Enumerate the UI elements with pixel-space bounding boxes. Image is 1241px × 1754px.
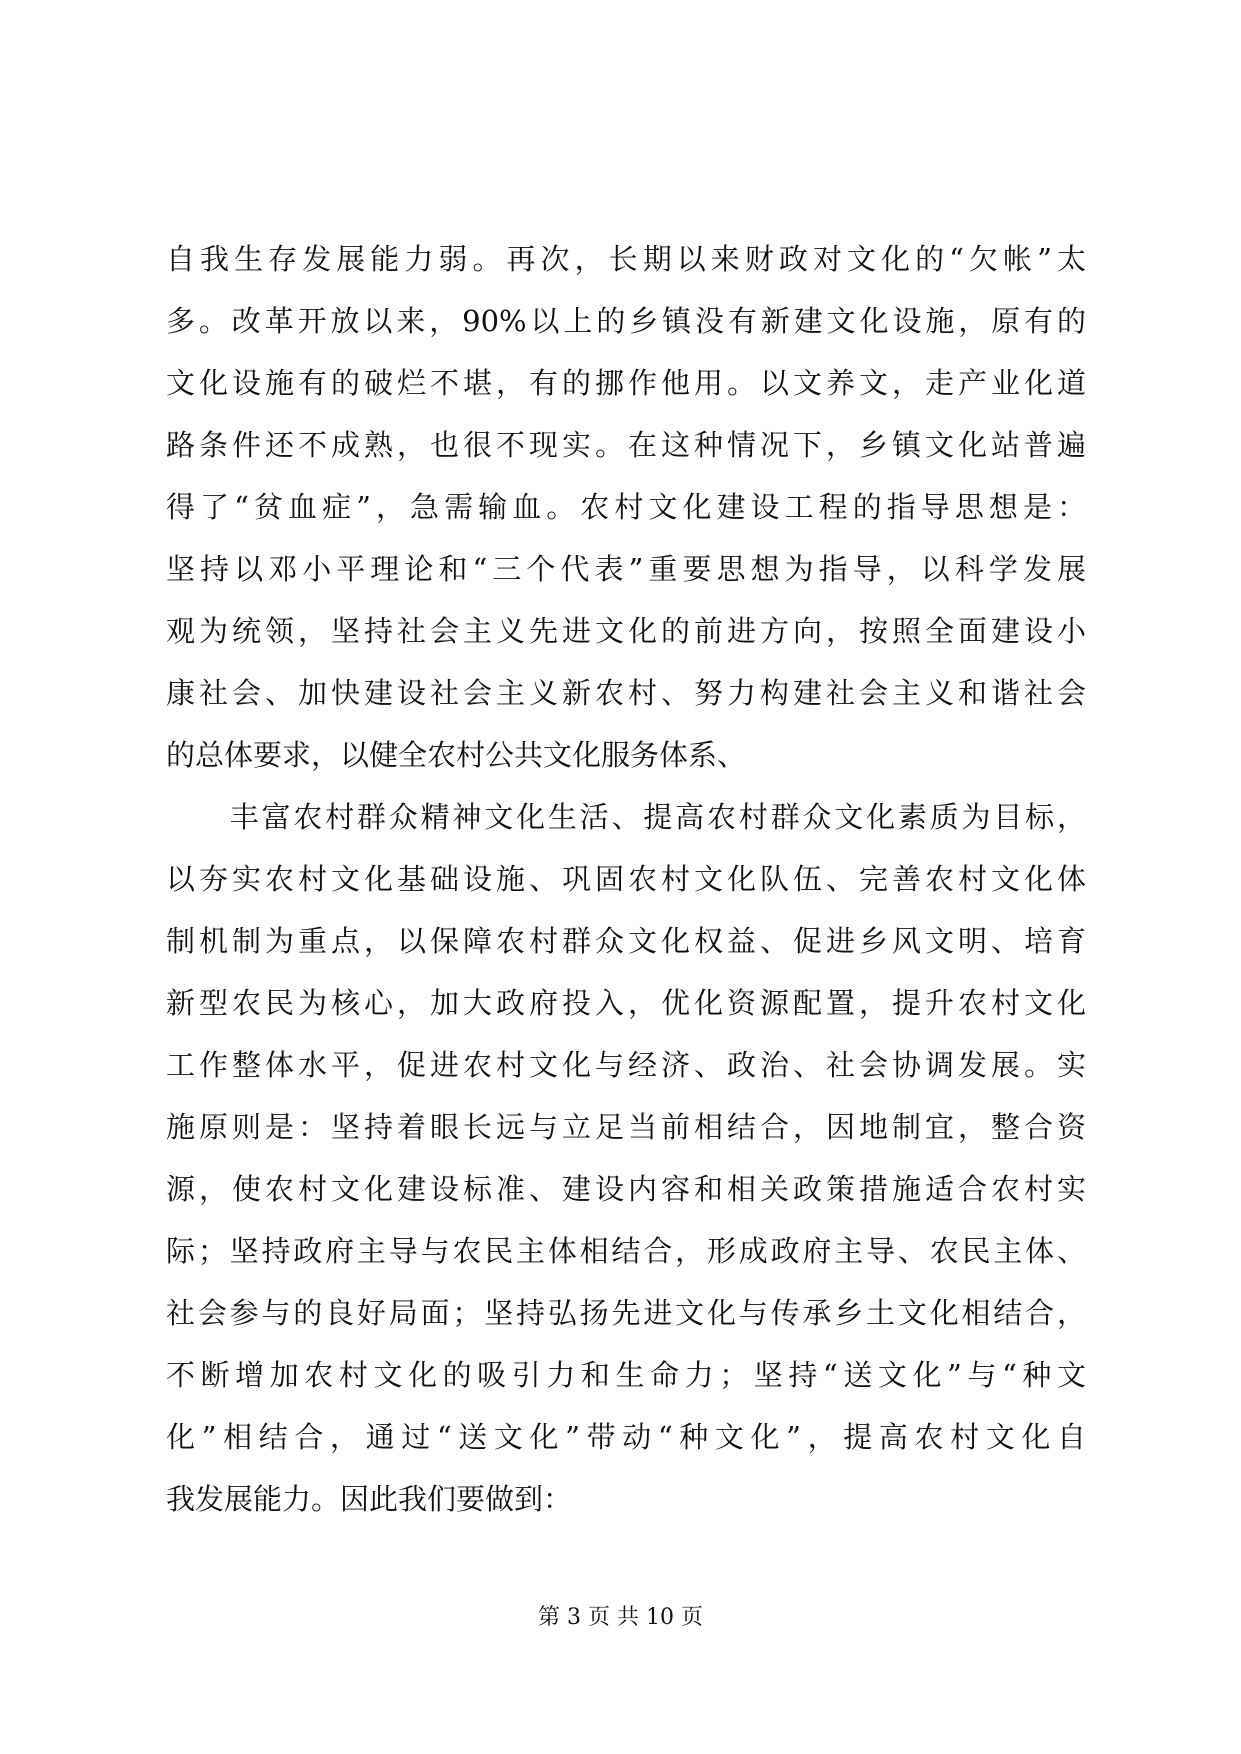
text-line: 不断增加农村文化的吸引力和生命力；坚持“送文化”与“种文 (166, 1358, 1086, 1392)
text-line: 坚持以邓小平理论和“三个代表”重要思想为指导，以科学发展 (166, 552, 1086, 586)
text-line: 多。改革开放以来，90%以上的乡镇没有新建文化设施，原有的 (166, 304, 1086, 338)
text-line: 得了“贫血症”，急需输血。农村文化建设工程的指导思想是： (166, 490, 1086, 524)
text-line: 制机制为重点，以保障农村群众文化权益、促进乡风文明、培育 (166, 924, 1086, 958)
text-line: 自我生存发展能力弱。再次，长期以来财政对文化的“欠帐”太 (166, 242, 1086, 276)
text-line: 际；坚持政府主导与农民主体相结合，形成政府主导、农民主体、 (166, 1234, 1086, 1268)
text-line: 文化设施有的破烂不堪，有的挪作他用。以文养文，走产业化道 (166, 366, 1086, 400)
page-footer (0, 1600, 1241, 1631)
text-line: 观为统领，坚持社会主义先进文化的前进方向，按照全面建设小 (166, 614, 1086, 648)
text-line: 的总体要求，以健全农村公共文化服务体系、 (166, 738, 747, 772)
body-text (166, 228, 1086, 1530)
text-line: 化”相结合，通过“送文化”带动“种文化”，提高农村文化自 (166, 1420, 1086, 1454)
page-number: 第 3 页 共 10 页 (538, 1605, 703, 1630)
text-line: 源，使农村文化建设标准、建设内容和相关政策措施适合农村实 (166, 1172, 1086, 1206)
text-line: 路条件还不成熟，也很不现实。在这种情况下，乡镇文化站普遍 (166, 428, 1086, 462)
text-line: 工作整体水平，促进农村文化与经济、政治、社会协调发展。实 (166, 1048, 1086, 1082)
text-line: 康社会、加快建设社会主义新农村、努力构建社会主义和谐社会 (166, 676, 1086, 710)
text-line: 社会参与的良好局面；坚持弘扬先进文化与传承乡土文化相结合， (166, 1296, 1086, 1330)
text-line: 我发展能力。因此我们要做到： (166, 1482, 573, 1516)
text-line: 以夯实农村文化基础设施、巩固农村文化队伍、完善农村文化体 (166, 862, 1086, 896)
text-line: 施原则是：坚持着眼长远与立足当前相结合，因地制宜，整合资 (166, 1110, 1086, 1144)
text-line: 新型农民为核心，加大政府投入，优化资源配置，提升农村文化 (166, 986, 1086, 1020)
text-line: 丰富农村群众精神文化生活、提高农村群众文化素质为目标， (166, 800, 1086, 834)
